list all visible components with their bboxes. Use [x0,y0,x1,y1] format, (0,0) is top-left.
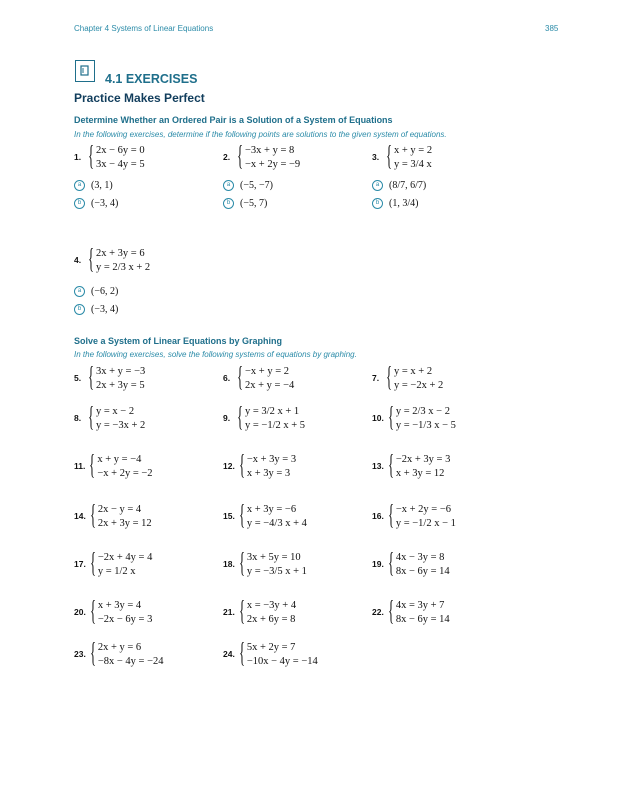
equation-system [396,405,456,432]
answer-option-a [223,180,273,191]
system-brace: { [88,141,95,172]
equation: −x + 2y = −2 [97,467,153,479]
equation: −2x − 6y = 3 [97,613,153,625]
exercise-number: 15. [223,511,235,521]
exercise-14 [74,502,152,530]
answer-option-b [223,198,267,209]
exercise-7 [372,364,443,392]
option-letter-icon: a [74,286,85,297]
option-value: (1, 3/4) [389,198,419,209]
exercise-number: 12. [223,461,235,471]
option-value: (−6, 2) [91,286,119,297]
exercise-2 [223,143,300,171]
exercise-number: 7. [372,373,380,383]
equation-system [98,503,152,530]
exercise-1 [74,143,145,171]
equation-system [97,453,152,480]
option-letter-icon: a [223,180,234,191]
exercise-number: 1. [74,152,82,162]
equation: x + y = −4 [97,453,142,465]
page-number: 385 [545,24,559,33]
system-brace: { [387,402,394,433]
equation: x + 3y = 12 [395,467,445,479]
equation-system [396,503,456,530]
exercise-20 [74,598,152,626]
equation: y = 3/2 x + 1 [245,405,300,417]
exercise-number: 4. [74,255,82,265]
equation: 4x = 3y + 7 [395,599,445,611]
part2-heading: Solve a System of Linear Equations by Graphing [74,336,283,346]
system-brace: { [89,500,96,531]
exercise-12 [223,452,296,480]
equation: 2x − y = 4 [97,503,142,515]
equation: −x + 2y = −9 [245,158,301,170]
equation: 2x − 6y = 0 [96,144,145,156]
equation: −x + 2y = −6 [395,503,452,515]
exercise-16 [372,502,456,530]
equation-system [394,144,432,171]
option-value: (−3, 4) [91,198,119,209]
exercise-5 [74,364,145,392]
equation: y = 3/4 x [394,158,432,170]
system-brace: { [88,362,95,393]
system-brace: { [237,362,244,393]
equation-system [394,365,443,392]
system-brace: { [238,596,245,627]
equation: x + y = 2 [394,144,433,156]
system-brace: { [237,141,244,172]
equation-system [98,551,153,578]
equation-system [98,641,164,668]
equation-system [396,599,450,626]
equation: y = −4/3 x + 4 [246,517,307,529]
answer-option-b [74,198,118,209]
equation: y = −3x + 2 [96,419,146,431]
system-brace: { [89,548,96,579]
answer-option-a [74,180,113,191]
exercise-number: 20. [74,607,86,617]
system-brace: { [387,450,394,481]
system-brace: { [238,500,245,531]
system-brace: { [89,596,96,627]
option-letter-icon: b [74,198,85,209]
exercise-15 [223,502,307,530]
equation: y = −1/3 x − 5 [395,419,456,431]
part2-instruction: In the following exercises, solve the following systems of equations by graphing. [74,350,357,359]
exercise-number: 16. [372,511,384,521]
equation: y = x + 2 [394,365,433,377]
equation: −2x + 4y = 4 [97,551,153,563]
equation-system [245,144,300,171]
equation: 2x + 3y = 5 [96,379,145,391]
equation: y = 1/2 x [97,565,136,577]
exercise-number: 17. [74,559,86,569]
equation-system [247,453,296,480]
equation-system [247,503,307,530]
exercise-10 [372,404,456,432]
equation: y = 2/3 x + 2 [96,261,151,273]
exercise-3 [372,143,432,171]
equation: −x + 3y = 3 [246,453,297,465]
equation-system [96,247,150,274]
exercise-number: 21. [223,607,235,617]
equation: y = −2x + 2 [394,379,444,391]
exercise-22 [372,598,450,626]
system-brace: { [387,548,394,579]
option-letter-icon: b [223,198,234,209]
exercise-24 [223,640,318,668]
part1-heading: Determine Whether an Ordered Pair is a Solution of a System of Equations [74,115,393,125]
part1-instruction: In the following exercises, determine if the following points are solutions to the given system of equations. [74,130,447,139]
option-value: (−5, −7) [240,180,273,191]
equation-system [247,551,307,578]
equation-system [247,599,296,626]
exercise-number: 9. [223,413,231,423]
equation: −x + y = 2 [245,365,290,377]
exercise-number: 23. [74,649,86,659]
equation: −8x − 4y = −24 [97,655,164,667]
equation-system [396,551,450,578]
equation-system [96,365,145,392]
exercise-19 [372,550,450,578]
equation: 2x + y = 6 [97,641,142,653]
equation-system [98,599,153,626]
system-brace: { [88,402,95,433]
running-header-chapter: Chapter 4 Systems of Linear Equations [74,24,214,33]
system-brace: { [238,548,245,579]
exercise-number: 2. [223,152,231,162]
exercise-8 [74,404,145,432]
system-brace: { [386,141,393,172]
equation: 8x − 6y = 14 [395,565,450,577]
equation: x = −3y + 4 [246,599,297,611]
equation-system [245,405,305,432]
equation: 5x + 2y = 7 [246,641,296,653]
section-subtitle: Practice Makes Perfect [74,91,205,105]
exercise-book-icon [75,60,95,82]
equation: −3x + y = 8 [245,144,295,156]
system-brace: { [387,596,394,627]
answer-option-b [372,198,418,209]
exercise-number: 13. [372,461,384,471]
exercise-17 [74,550,152,578]
option-value: (3, 1) [91,180,113,191]
exercise-9 [223,404,305,432]
equation: −2x + 3y = 3 [395,453,451,465]
answer-option-a [372,180,426,191]
equation: 4x − 3y = 8 [395,551,445,563]
exercise-number: 11. [74,461,86,471]
system-brace: { [88,244,95,275]
system-brace: { [386,362,393,393]
option-letter-icon: a [372,180,383,191]
system-brace: { [89,450,96,481]
exercise-number: 5. [74,373,82,383]
option-letter-icon: a [74,180,85,191]
equation: y = 2/3 x − 2 [395,405,450,417]
option-value: (−5, 7) [240,198,268,209]
equation: 3x + 5y = 10 [246,551,301,563]
exercise-23 [74,640,164,668]
exercise-number: 24. [223,649,235,659]
system-brace: { [89,638,96,669]
system-brace: { [237,402,244,433]
exercise-number: 8. [74,413,82,423]
exercise-number: 19. [372,559,384,569]
section-title: 4.1 EXERCISES [105,72,198,86]
exercise-13 [372,452,450,480]
option-letter-icon: b [372,198,383,209]
equation-system [396,453,451,480]
exercise-11 [74,452,153,480]
equation: x + 3y = −6 [246,503,297,515]
exercise-number: 3. [372,152,380,162]
equation: 2x + y = −4 [245,379,295,391]
answer-option-a [74,286,118,297]
equation: y = −3/5 x + 1 [246,565,307,577]
equation: 2x + 3y = 12 [97,517,152,529]
exercise-6 [223,364,294,392]
option-value: (−3, 4) [91,304,119,315]
option-value: (8/7, 6/7) [389,180,427,191]
equation-system [96,405,145,432]
equation-system [245,365,294,392]
equation: 2x + 6y = 8 [246,613,296,625]
system-brace: { [387,500,394,531]
equation: x + 3y = 3 [246,467,291,479]
equation: 8x − 6y = 14 [395,613,450,625]
exercise-number: 22. [372,607,384,617]
option-letter-icon: b [74,304,85,315]
equation-system [247,641,318,668]
answer-option-b [74,304,118,315]
equation: y = x − 2 [96,405,135,417]
exercise-number: 14. [74,511,86,521]
equation: 2x + 3y = 6 [96,247,145,259]
equation-system [96,144,145,171]
exercise-18 [223,550,307,578]
equation: y = −1/2 x + 5 [245,419,306,431]
system-brace: { [238,450,245,481]
equation: 3x − 4y = 5 [96,158,145,170]
equation: 3x + y = −3 [96,365,146,377]
exercise-21 [223,598,296,626]
equation: −10x − 4y = −14 [246,655,318,667]
equation: y = −1/2 x − 1 [395,517,456,529]
exercise-number: 18. [223,559,235,569]
exercise-4 [74,246,150,274]
exercise-number: 6. [223,373,231,383]
exercise-number: 10. [372,413,384,423]
system-brace: { [238,638,245,669]
equation: x + 3y = 4 [97,599,142,611]
